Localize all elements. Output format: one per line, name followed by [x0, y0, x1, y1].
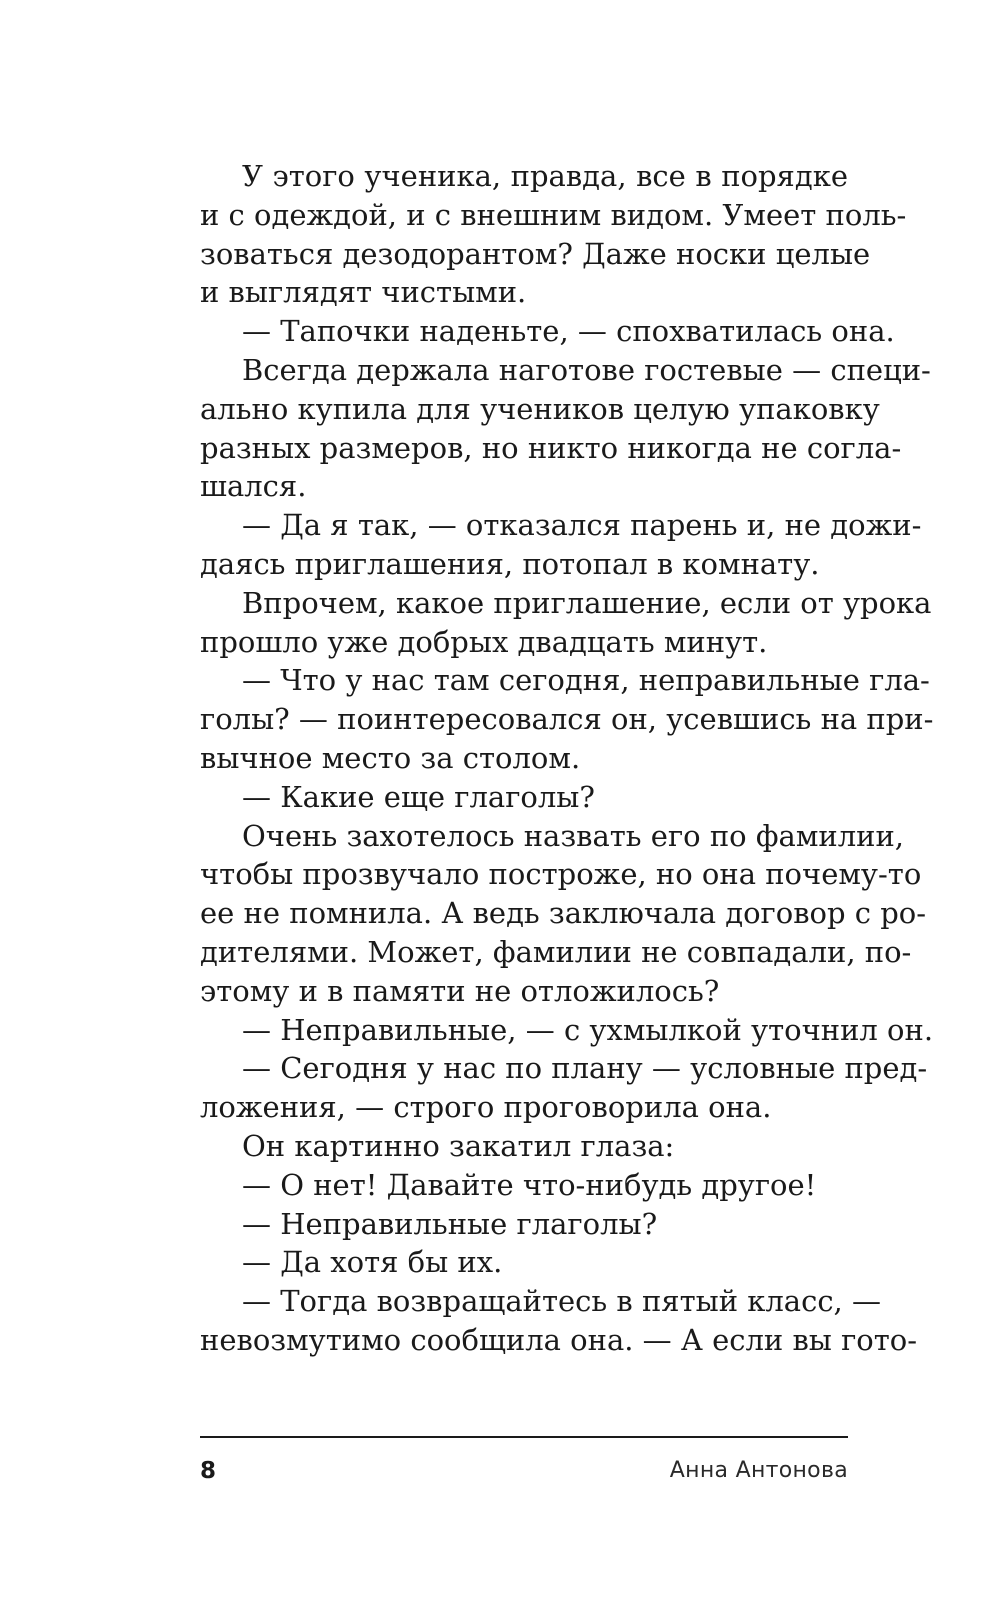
text-line: Он картинно закатил глаза:	[242, 1128, 675, 1163]
text-line: и с одеждой, и с внешним видом. Умеет поль-	[200, 197, 907, 232]
text-line: вычное место за столом.	[200, 740, 581, 775]
book-page-text	[200, 157, 934, 1360]
text-line: — Неправильные, — с ухмылкой уточнил он.	[242, 1012, 934, 1047]
text-line: ально купила для учеников целую упаковку	[200, 391, 880, 426]
text-line: — Да я так, — отказался парень и, не дожи-	[242, 508, 922, 543]
text-line: — Неправильные глаголы?	[242, 1206, 658, 1241]
text-line: — Сегодня у нас по плану — условные пред-	[242, 1051, 928, 1086]
text-line: этому и в памяти не отложилось?	[200, 973, 720, 1008]
text-line: зоваться дезодорантом? Даже носки целые	[200, 236, 871, 271]
text-line: шался.	[200, 469, 307, 504]
text-line: — Что у нас там сегодня, неправильные гла-	[242, 663, 930, 698]
text-line: Очень захотелось назвать его по фамилии,	[242, 818, 905, 853]
page-number: 8	[200, 1458, 217, 1484]
text-line: — Какие еще глаголы?	[242, 779, 595, 814]
running-footer-author: Анна Антонова	[669, 1458, 848, 1483]
text-line: чтобы прозвучало построже, но она почему-то	[200, 857, 922, 892]
text-line: — Да хотя бы их.	[242, 1245, 503, 1280]
text-line: разных размеров, но никто никогда не согла-	[200, 430, 902, 465]
text-line: ложения, — строго проговорила она.	[200, 1090, 772, 1125]
text-line: и выглядят чистыми.	[200, 275, 527, 310]
text-line: прошло уже добрых двадцать минут.	[200, 624, 768, 659]
text-line: невозмутимо сообщила она. — А если вы гото-	[200, 1322, 918, 1357]
text-line: дителями. Может, фамилии не совпадали, по-	[200, 934, 912, 969]
footer-divider	[200, 1436, 848, 1438]
text-line: — Тапочки наденьте, — спохватилась она.	[242, 314, 895, 349]
text-line: Всегда держала наготове гостевые — специ-	[242, 352, 931, 387]
text-line: голы? — поинтересовался он, усевшись на при-	[200, 702, 934, 737]
text-line: У этого ученика, правда, все в порядке	[242, 159, 848, 193]
text-line: ее не помнила. А ведь заключала договор с ро-	[200, 896, 927, 931]
text-line: Впрочем, какое приглашение, если от урока	[242, 585, 932, 620]
text-line: — О нет! Давайте что-нибудь другое!	[242, 1167, 817, 1202]
text-line: — Тогда возвращайтесь в пятый класс, —	[242, 1284, 881, 1319]
text-line: даясь приглашения, потопал в комнату.	[200, 546, 820, 581]
